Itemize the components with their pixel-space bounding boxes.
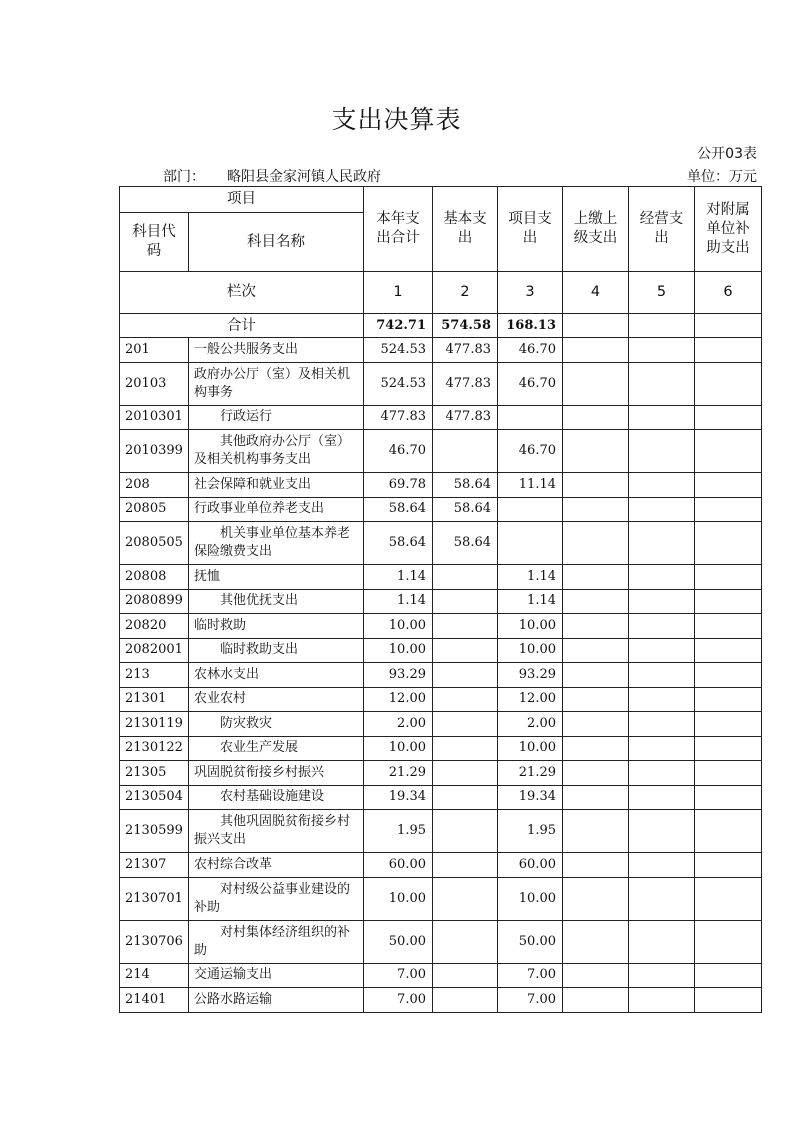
amount-cell: 7.00 (498, 988, 563, 1013)
amount-cell (563, 785, 629, 810)
amount-cell (629, 736, 695, 761)
amount-cell: 50.00 (364, 920, 433, 963)
subject-name: 政府办公厅（室）及相关机构事务 (189, 362, 364, 405)
amount-cell (433, 920, 498, 963)
amount-cell (563, 522, 629, 565)
amount-cell (563, 430, 629, 473)
amount-cell (629, 963, 695, 988)
amount-cell: 7.00 (498, 963, 563, 988)
amount-cell (563, 338, 629, 363)
subject-name: 临时救助支出 (189, 638, 364, 663)
table-row (120, 430, 762, 473)
amount-cell (563, 497, 629, 522)
amount-cell: 10.00 (364, 736, 433, 761)
column-index: 1 (364, 272, 433, 314)
subject-name: 农村基础设施建设 (189, 785, 364, 810)
amount-cell (695, 405, 762, 430)
amount-cell: 477.83 (433, 338, 498, 363)
subject-name: 对村级公益事业建设的补助 (189, 877, 364, 920)
amount-cell: 10.00 (498, 614, 563, 639)
subject-code: 2080505 (120, 522, 189, 565)
amount-cell (433, 963, 498, 988)
amount-cell (695, 712, 762, 737)
table-row (120, 589, 762, 614)
header-col-6: 对附属单位补助支出 (695, 187, 762, 272)
subject-code: 2130706 (120, 920, 189, 963)
department-label: 部门： (163, 169, 205, 185)
amount-cell: 19.34 (498, 785, 563, 810)
total-value (695, 314, 762, 338)
subject-code: 2010399 (120, 430, 189, 473)
amount-cell: 11.14 (498, 473, 563, 498)
subject-name: 农业农村 (189, 687, 364, 712)
amount-cell (563, 405, 629, 430)
table-row (120, 853, 762, 878)
amount-cell: 60.00 (364, 853, 433, 878)
table-row (120, 405, 762, 430)
subject-name: 其他巩固脱贫衔接乡村振兴支出 (189, 810, 364, 853)
amount-cell (563, 565, 629, 590)
amount-cell (695, 522, 762, 565)
amount-cell (433, 589, 498, 614)
amount-cell (433, 810, 498, 853)
header-col-2: 基本支出 (433, 187, 498, 272)
amount-cell (433, 663, 498, 688)
header-row (120, 187, 762, 213)
amount-cell: 58.64 (433, 497, 498, 522)
subject-name: 农业生产发展 (189, 736, 364, 761)
column-index: 2 (433, 272, 498, 314)
amount-cell: 58.64 (433, 522, 498, 565)
amount-cell: 2.00 (364, 712, 433, 737)
table-row (120, 497, 762, 522)
amount-cell: 69.78 (364, 473, 433, 498)
amount-cell (695, 877, 762, 920)
amount-cell: 477.83 (364, 405, 433, 430)
form-number: 公开03表 (697, 146, 757, 162)
amount-cell: 10.00 (364, 638, 433, 663)
subject-code: 20103 (120, 362, 189, 405)
subject-code: 21305 (120, 761, 189, 786)
subject-code: 21301 (120, 687, 189, 712)
amount-cell (629, 785, 695, 810)
column-index-row (120, 272, 762, 314)
amount-cell: 1.95 (364, 810, 433, 853)
amount-cell (695, 963, 762, 988)
amount-cell (629, 430, 695, 473)
header-col-4: 上缴上级支出 (563, 187, 629, 272)
subject-code: 21401 (120, 988, 189, 1013)
amount-cell: 21.29 (364, 761, 433, 786)
subject-name: 一般公共服务支出 (189, 338, 364, 363)
department-name: 略阳县金家河镇人民政府 (227, 169, 381, 185)
table-row (120, 565, 762, 590)
amount-cell: 46.70 (498, 430, 563, 473)
amount-cell: 93.29 (364, 663, 433, 688)
amount-cell (433, 988, 498, 1013)
total-label: 合计 (120, 314, 364, 338)
subject-name: 巩固脱贫衔接乡村振兴 (189, 761, 364, 786)
amount-cell: 12.00 (364, 687, 433, 712)
subject-code: 20808 (120, 565, 189, 590)
table-row (120, 638, 762, 663)
amount-cell (629, 853, 695, 878)
amount-cell (563, 638, 629, 663)
amount-cell (695, 497, 762, 522)
amount-cell: 58.64 (364, 497, 433, 522)
header-name: 科目名称 (189, 213, 364, 272)
amount-cell (563, 761, 629, 786)
amount-cell (433, 853, 498, 878)
amount-cell: 10.00 (498, 638, 563, 663)
column-index: 5 (629, 272, 695, 314)
amount-cell (629, 522, 695, 565)
amount-cell (695, 988, 762, 1013)
amount-cell: 93.29 (498, 663, 563, 688)
amount-cell: 58.64 (433, 473, 498, 498)
subject-code: 213 (120, 663, 189, 688)
amount-cell: 1.14 (498, 565, 563, 590)
subject-code: 2130122 (120, 736, 189, 761)
unit-label: 单位：万元 (687, 169, 757, 185)
amount-cell (433, 614, 498, 639)
subject-code: 2130119 (120, 712, 189, 737)
page-title: 支出决算表 (331, 105, 462, 134)
subject-name: 行政事业单位养老支出 (189, 497, 364, 522)
subject-code: 201 (120, 338, 189, 363)
table-row (120, 920, 762, 963)
amount-cell: 46.70 (498, 338, 563, 363)
total-value (563, 314, 629, 338)
header-col-1: 本年支出合计 (364, 187, 433, 272)
amount-cell (563, 614, 629, 639)
table-row (120, 785, 762, 810)
amount-cell (563, 589, 629, 614)
header-code: 科目代码 (120, 213, 189, 272)
amount-cell (695, 663, 762, 688)
amount-cell (498, 522, 563, 565)
subject-code: 2080899 (120, 589, 189, 614)
amount-cell: 50.00 (498, 920, 563, 963)
table-row (120, 614, 762, 639)
amount-cell: 10.00 (364, 614, 433, 639)
table-row (120, 877, 762, 920)
amount-cell (695, 473, 762, 498)
table-row (120, 338, 762, 363)
amount-cell: 19.34 (364, 785, 433, 810)
subject-code: 214 (120, 963, 189, 988)
total-value: 574.58 (433, 314, 498, 338)
table-row (120, 712, 762, 737)
subject-name: 临时救助 (189, 614, 364, 639)
subject-code: 21307 (120, 853, 189, 878)
amount-cell (433, 565, 498, 590)
expenditure-table (119, 186, 762, 1013)
amount-cell (433, 638, 498, 663)
amount-cell: 10.00 (364, 877, 433, 920)
amount-cell (498, 405, 563, 430)
amount-cell (629, 565, 695, 590)
amount-cell (629, 988, 695, 1013)
amount-cell (563, 988, 629, 1013)
column-index: 6 (695, 272, 762, 314)
subject-code: 2082001 (120, 638, 189, 663)
amount-cell: 477.83 (433, 362, 498, 405)
amount-cell: 1.95 (498, 810, 563, 853)
subject-name: 对村集体经济组织的补助 (189, 920, 364, 963)
amount-cell (629, 920, 695, 963)
amount-cell (433, 430, 498, 473)
amount-cell: 21.29 (498, 761, 563, 786)
amount-cell: 10.00 (498, 877, 563, 920)
department (163, 166, 381, 186)
total-value: 742.71 (364, 314, 433, 338)
amount-cell (629, 687, 695, 712)
amount-cell (629, 877, 695, 920)
header-col-5: 经营支出 (629, 187, 695, 272)
subject-name: 社会保障和就业支出 (189, 473, 364, 498)
subject-name: 农林水支出 (189, 663, 364, 688)
column-index: 3 (498, 272, 563, 314)
amount-cell (695, 853, 762, 878)
subject-code: 2130701 (120, 877, 189, 920)
amount-cell: 10.00 (498, 736, 563, 761)
amount-cell (695, 614, 762, 639)
table-row (120, 761, 762, 786)
amount-cell (629, 405, 695, 430)
amount-cell: 7.00 (364, 963, 433, 988)
amount-cell (629, 338, 695, 363)
amount-cell (563, 736, 629, 761)
amount-cell (695, 430, 762, 473)
amount-cell: 1.14 (364, 565, 433, 590)
amount-cell (629, 712, 695, 737)
subject-name: 抚恤 (189, 565, 364, 590)
amount-cell: 477.83 (433, 405, 498, 430)
amount-cell (433, 736, 498, 761)
amount-cell (695, 565, 762, 590)
subject-name: 其他政府办公厅（室）及相关机构事务支出 (189, 430, 364, 473)
subject-name: 公路水路运输 (189, 988, 364, 1013)
amount-cell (695, 761, 762, 786)
amount-cell (629, 614, 695, 639)
amount-cell (629, 497, 695, 522)
amount-cell (563, 853, 629, 878)
table-row (120, 473, 762, 498)
total-value (629, 314, 695, 338)
header-col-3: 项目支出 (498, 187, 563, 272)
amount-cell (563, 663, 629, 688)
amount-cell: 7.00 (364, 988, 433, 1013)
total-value: 168.13 (498, 314, 563, 338)
subject-code: 2130504 (120, 785, 189, 810)
column-index-label: 栏次 (120, 272, 364, 314)
subject-name: 农村综合改革 (189, 853, 364, 878)
amount-cell (563, 362, 629, 405)
amount-cell (563, 877, 629, 920)
amount-cell (695, 338, 762, 363)
subject-name: 行政运行 (189, 405, 364, 430)
subject-code: 20805 (120, 497, 189, 522)
amount-cell (433, 761, 498, 786)
amount-cell (629, 473, 695, 498)
amount-cell (563, 963, 629, 988)
table-row (120, 810, 762, 853)
amount-cell (563, 687, 629, 712)
amount-cell (629, 810, 695, 853)
total-row (120, 314, 762, 338)
amount-cell (695, 362, 762, 405)
amount-cell (433, 785, 498, 810)
subject-name: 其他优抚支出 (189, 589, 364, 614)
amount-cell: 60.00 (498, 853, 563, 878)
amount-cell: 524.53 (364, 338, 433, 363)
amount-cell (563, 473, 629, 498)
table-row (120, 687, 762, 712)
amount-cell (629, 663, 695, 688)
amount-cell (695, 810, 762, 853)
amount-cell: 12.00 (498, 687, 563, 712)
amount-cell: 46.70 (364, 430, 433, 473)
subject-code: 208 (120, 473, 189, 498)
amount-cell (629, 638, 695, 663)
amount-cell (433, 687, 498, 712)
subject-name: 机关事业单位基本养老保险缴费支出 (189, 522, 364, 565)
amount-cell (695, 638, 762, 663)
table-row (120, 663, 762, 688)
header-item: 项目 (120, 187, 364, 213)
amount-cell: 1.14 (364, 589, 433, 614)
amount-cell (433, 712, 498, 737)
amount-cell (695, 589, 762, 614)
table-row (120, 522, 762, 565)
amount-cell (629, 589, 695, 614)
amount-cell: 58.64 (364, 522, 433, 565)
subject-code: 2130599 (120, 810, 189, 853)
table-row (120, 963, 762, 988)
amount-cell (563, 810, 629, 853)
amount-cell (498, 497, 563, 522)
amount-cell: 46.70 (498, 362, 563, 405)
column-index: 4 (563, 272, 629, 314)
table-row (120, 988, 762, 1013)
amount-cell: 524.53 (364, 362, 433, 405)
amount-cell: 2.00 (498, 712, 563, 737)
amount-cell (695, 736, 762, 761)
subject-name: 交通运输支出 (189, 963, 364, 988)
subject-name: 防灾救灾 (189, 712, 364, 737)
amount-cell (695, 687, 762, 712)
subject-code: 20820 (120, 614, 189, 639)
amount-cell (563, 712, 629, 737)
amount-cell (695, 920, 762, 963)
amount-cell (433, 877, 498, 920)
amount-cell (629, 761, 695, 786)
amount-cell (695, 785, 762, 810)
amount-cell (563, 920, 629, 963)
amount-cell: 1.14 (498, 589, 563, 614)
table-row (120, 362, 762, 405)
table-row (120, 736, 762, 761)
subject-code: 2010301 (120, 405, 189, 430)
amount-cell (629, 362, 695, 405)
